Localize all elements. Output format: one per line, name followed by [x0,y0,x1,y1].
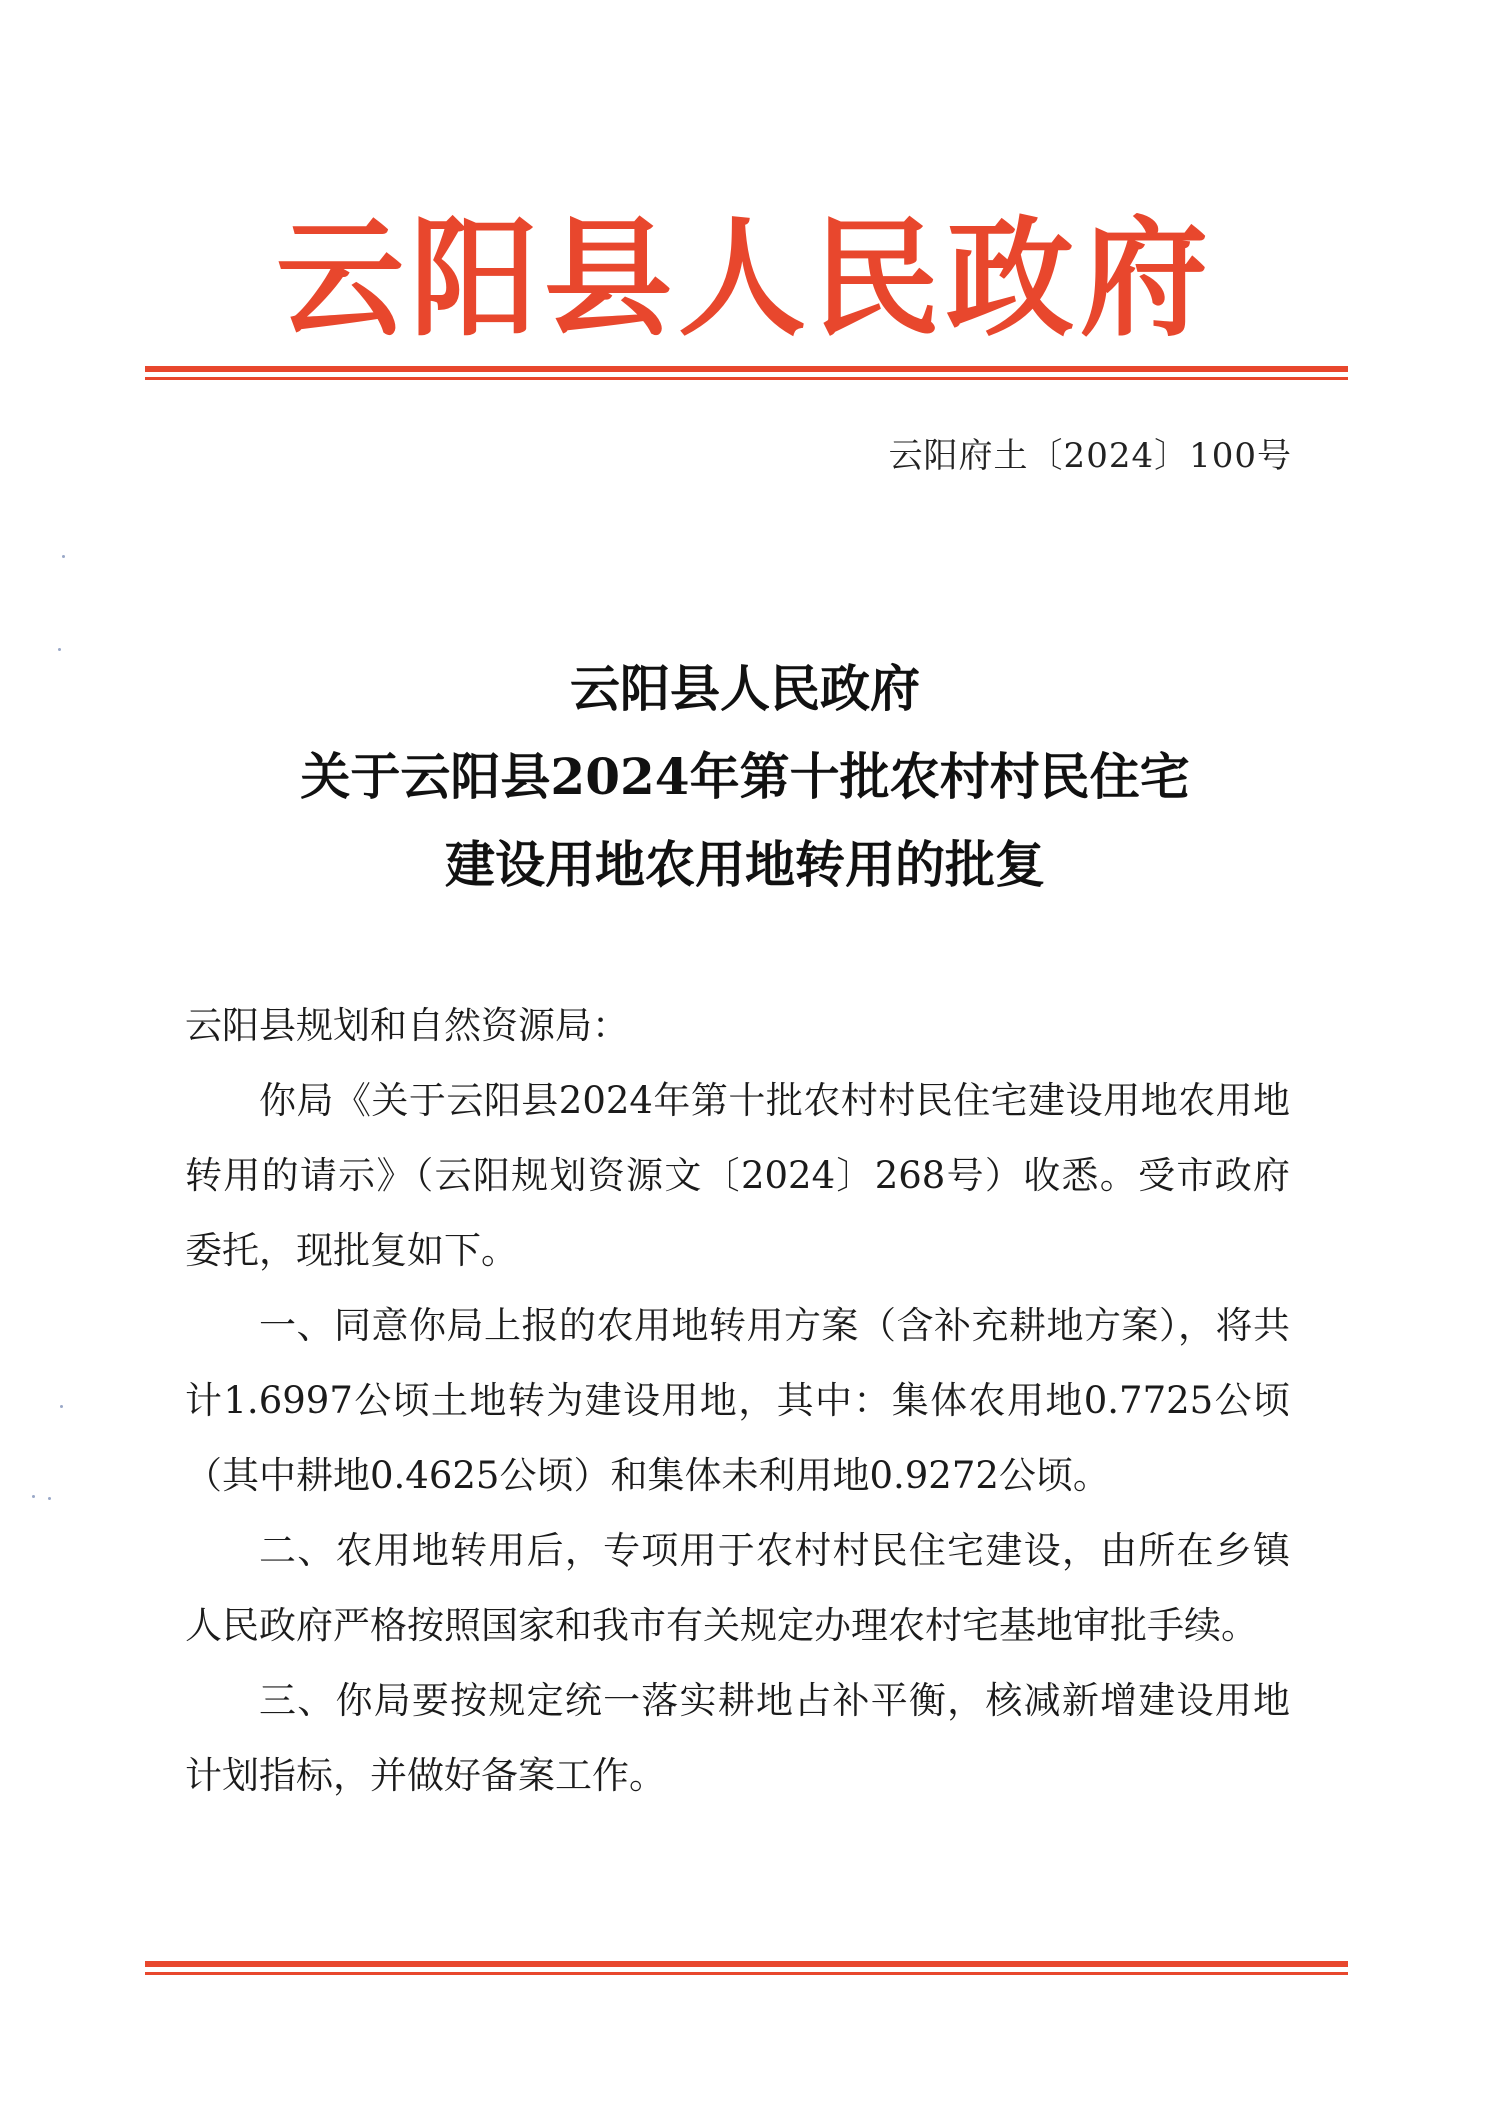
body-paragraph-item-3: 三、你局要按规定统一落实耕地占补平衡，核减新增建设用地计划指标，并做好备案工作。 [185,1679,1290,1797]
masthead-red-rule-thin [145,377,1348,380]
scan-speck [60,1405,63,1408]
body-paragraph-item-2: 二、农用地转用后，专项用于农村村民住宅建设，由所在乡镇人民政府严格按照国家和我市有关规定办理农村宅基地审批手续。 [185,1529,1290,1647]
body-paragraph-intro: 你局《关于云阳县2024年第十批农村村民住宅建设用地农用地转用的请示》（云阳规划资源文〔2024〕268号）收悉。受市政府委托，现批复如下。 [185,1079,1290,1272]
masthead-red-rule-thick [145,366,1348,372]
document-title [145,645,1345,909]
footer-red-rule-thick [145,1961,1348,1967]
document-body [185,988,1290,1813]
masthead-title: 云阳县人民政府 [275,205,1214,354]
body-paragraph-item-1: 一、同意你局上报的农用地转用方案（含补充耕地方案），将共计1.6997公顷土地转为建设用地，其中：集体农用地0.7725公顷（其中耕地0.4625公顷）和集体未利用地0.9272公顷。 [185,1304,1290,1497]
scan-speck [58,648,61,651]
title-line-subject-cont: 建设用地农用地转用的批复 [445,835,1045,894]
scan-speck [48,1497,51,1500]
footer-red-rule-thin [145,1972,1348,1975]
title-line-issuer: 云阳县人民政府 [570,659,920,718]
salutation: 云阳县规划和自然资源局： [185,1004,629,1047]
document-number: 云阳府土〔2024〕100号 [888,436,1292,476]
scan-speck [62,555,65,558]
title-line-subject: 关于云阳县2024年第十批农村村民住宅 [300,747,1190,806]
scan-speck [32,1495,35,1498]
